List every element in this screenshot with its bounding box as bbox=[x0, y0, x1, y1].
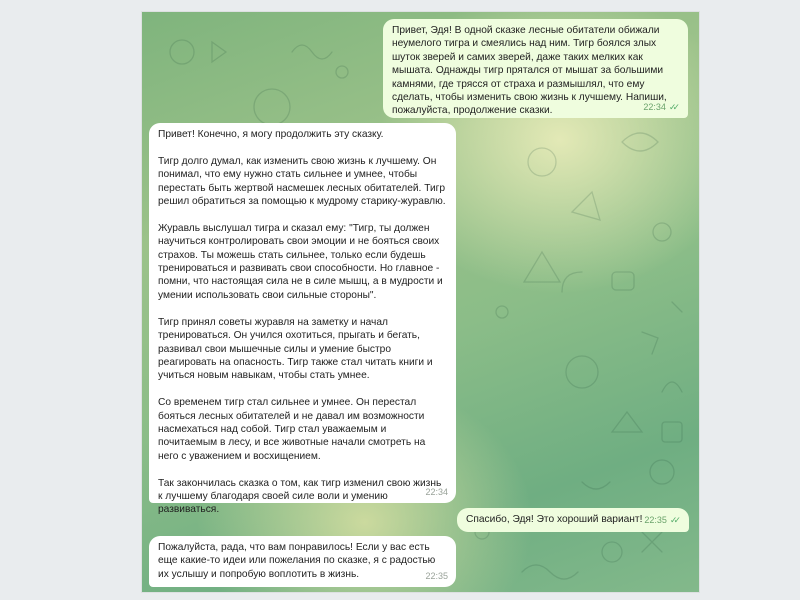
message-time: 22:35 bbox=[644, 514, 667, 525]
message-text: Спасибо, Эдя! Это хороший вариант! bbox=[466, 514, 643, 525]
double-check-icon: ✓✓ bbox=[669, 514, 677, 525]
message-bubble-outgoing[interactable] bbox=[383, 19, 688, 118]
double-check-icon: ✓✓ bbox=[668, 101, 676, 112]
message-bubble-incoming[interactable] bbox=[149, 123, 456, 516]
message-text: Привет, Эдя! В одной сказке лесные обитатели обижали неумелого тигра и смеялись над ним. Тигр боялся злых шуток зверей и самих зверей, даже таких мелких как мышата. Однажды тигр прятался от мышат за большими камнями, где трясся от страха и размышлял, что ему сделать, чтобы изменить свою жизнь к лучшему. Напиши, пожалуйста, продолжение сказки. bbox=[392, 25, 670, 117]
message-bubble-outgoing[interactable] bbox=[457, 508, 689, 532]
message-time: 22:34 bbox=[425, 486, 448, 497]
message-time: 22:34 bbox=[643, 101, 666, 112]
message-meta bbox=[644, 514, 681, 527]
message-time: 22:35 bbox=[425, 570, 448, 581]
message-bubble-incoming[interactable] bbox=[149, 536, 456, 587]
message-meta bbox=[643, 101, 680, 114]
message-text: Пожалуйста, рада, что вам понравилось! Если у вас есть еще какие-то идеи или пожелания по сказке, я с радостью их услышу и попробую воплотить в жизнь. bbox=[158, 542, 439, 580]
message-meta bbox=[425, 570, 448, 583]
chat-window bbox=[142, 12, 699, 592]
message-meta bbox=[425, 486, 448, 499]
message-text: Привет! Конечно, я могу продолжить эту сказку. Тигр долго думал, как изменить свою жизнь к лучшему. Он понимал, что ему нужно стать сильнее и умнее, чтобы перестать быть жертвой насмешек лесных обитателей. Тигр решил обратиться за помощью к мудрому старику-журавлю. Журавль выслушал тигра и сказал ему: "Тигр, ты должен научиться контролировать свои эмоции и не бояться своих страхов. Ты можешь стать сильнее, только если будешь тренироваться и развивать свои способности. Но главное - помни, что настоящая сила не в силе мышц, а в мудрости и умении использовать свои сильные стороны". Тигр принял советы журавля на заметку и начал тренироваться. Он учился охотиться, прыгать и бегать, развивал свои мышечные силы и умение быстро реагировать на опасность. Тигр также стал читать книги и учиться новым навыкам, чтобы стать умнее. Со временем тигр стал сильнее и умнее. Он перестал бояться лесных обитателей и не давал им возможности насмехаться над собой. Тигр стал уважаемым и почитаемым в лесу, и все животные начали смотреть на него с уважением и восхищением. Так закончилась сказка о том, как тигр изменил свою жизнь к лучшему благодаря своей силе воли и умению развиваться. bbox=[158, 129, 446, 516]
